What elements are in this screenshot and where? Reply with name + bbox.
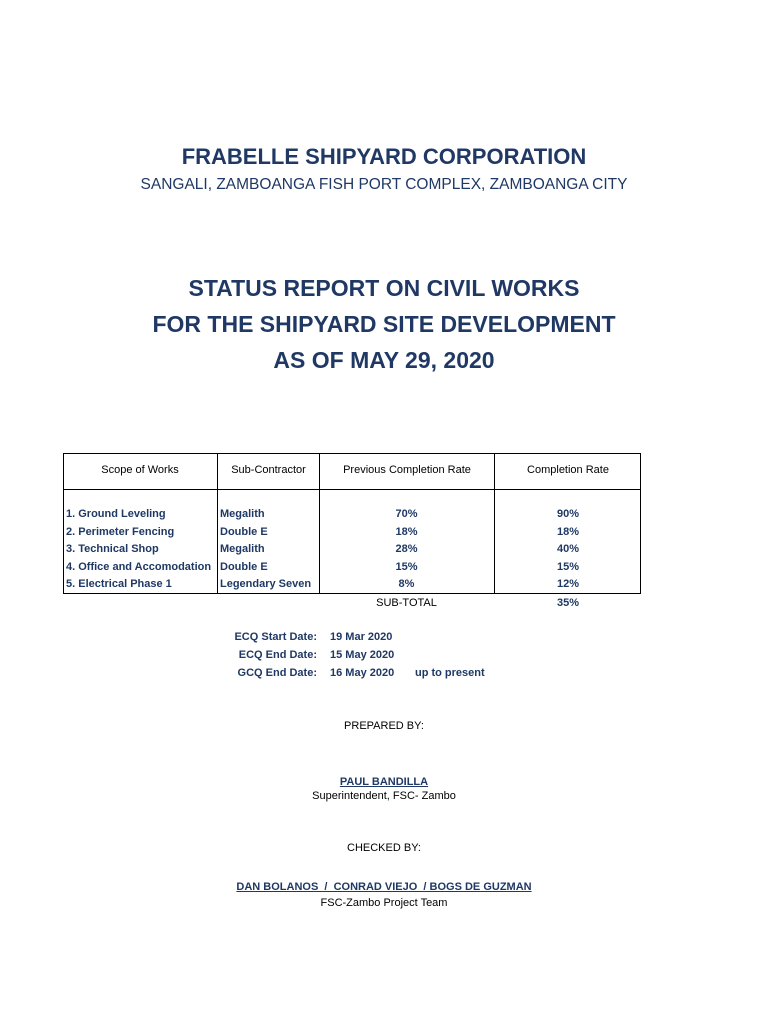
row-3-subcontractor: Megalith — [220, 543, 265, 555]
gcq-end-note: up to present — [415, 667, 485, 679]
row-4-completion-rate: 15% — [556, 561, 580, 573]
header-completion-rate: Completion Rate — [527, 464, 609, 476]
ecq-start-value: 19 Mar 2020 — [330, 631, 393, 643]
prepared-by-name-wrap — [0, 772, 768, 790]
report-title-line-3: AS OF MAY 29, 2020 — [273, 347, 495, 373]
row-3-scope: 3. Technical Shop — [66, 543, 159, 555]
row-2-previous-rate: 18% — [395, 526, 418, 538]
prepared-by-label: PREPARED BY: — [344, 720, 424, 732]
checked-by-names-wrap — [0, 877, 768, 895]
row-2-completion-rate: 18% — [556, 526, 580, 538]
checked-by-names: DAN BOLANOS / CONRAD VIEJO / BOGS DE GUZMAN — [236, 881, 532, 893]
row-1-completion-rate: 90% — [556, 508, 580, 520]
row-1-scope: 1. Ground Leveling — [66, 508, 166, 520]
row-4-scope: 4. Office and Accomodation — [66, 561, 212, 573]
company-name: FRABELLE SHIPYARD CORPORATION — [181, 144, 587, 169]
row-3-previous-rate: 28% — [395, 543, 418, 555]
gcq-end-value: 16 May 2020 — [330, 667, 395, 679]
row-4-subcontractor: Double E — [220, 561, 268, 573]
row-1-subcontractor: Megalith — [220, 508, 265, 520]
row-2-scope: 2. Perimeter Fencing — [66, 526, 175, 538]
row-5-completion-rate: 12% — [556, 578, 580, 590]
header-previous-rate: Previous Completion Rate — [343, 464, 471, 476]
report-title-line-1: STATUS REPORT ON CIVIL WORKS — [188, 275, 580, 301]
subtotal-label: SUB-TOTAL — [376, 597, 437, 609]
row-3-completion-rate: 40% — [556, 543, 580, 555]
row-5-scope: 5. Electrical Phase 1 — [66, 578, 172, 590]
checked-by-label: CHECKED BY: — [347, 842, 421, 854]
checked-by-title: FSC-Zambo Project Team — [320, 897, 448, 909]
header-sub-contractor: Sub-Contractor — [231, 464, 306, 476]
row-5-subcontractor: Legendary Seven — [220, 578, 312, 590]
gcq-end-label: GCQ End Date: — [237, 667, 317, 679]
row-1-previous-rate: 70% — [395, 508, 418, 520]
prepared-by-name: PAUL BANDILLA — [339, 776, 429, 788]
subtotal-value: 35% — [556, 597, 580, 609]
row-4-previous-rate: 15% — [395, 561, 418, 573]
table-header-divider — [63, 489, 641, 490]
row-5-previous-rate: 8% — [398, 578, 415, 590]
company-address: SANGALI, ZAMBOANGA FISH PORT COMPLEX, ZAMBOANGA CITY — [140, 176, 628, 193]
prepared-by-title: Superintendent, FSC- Zambo — [312, 790, 456, 802]
header-scope-of-works: Scope of Works — [101, 464, 179, 476]
ecq-end-label: ECQ End Date: — [238, 649, 317, 661]
row-2-subcontractor: Double E — [220, 526, 268, 538]
report-title-line-2: FOR THE SHIPYARD SITE DEVELOPMENT — [152, 311, 616, 337]
ecq-end-value: 15 May 2020 — [330, 649, 395, 661]
ecq-start-label: ECQ Start Date: — [234, 631, 317, 643]
